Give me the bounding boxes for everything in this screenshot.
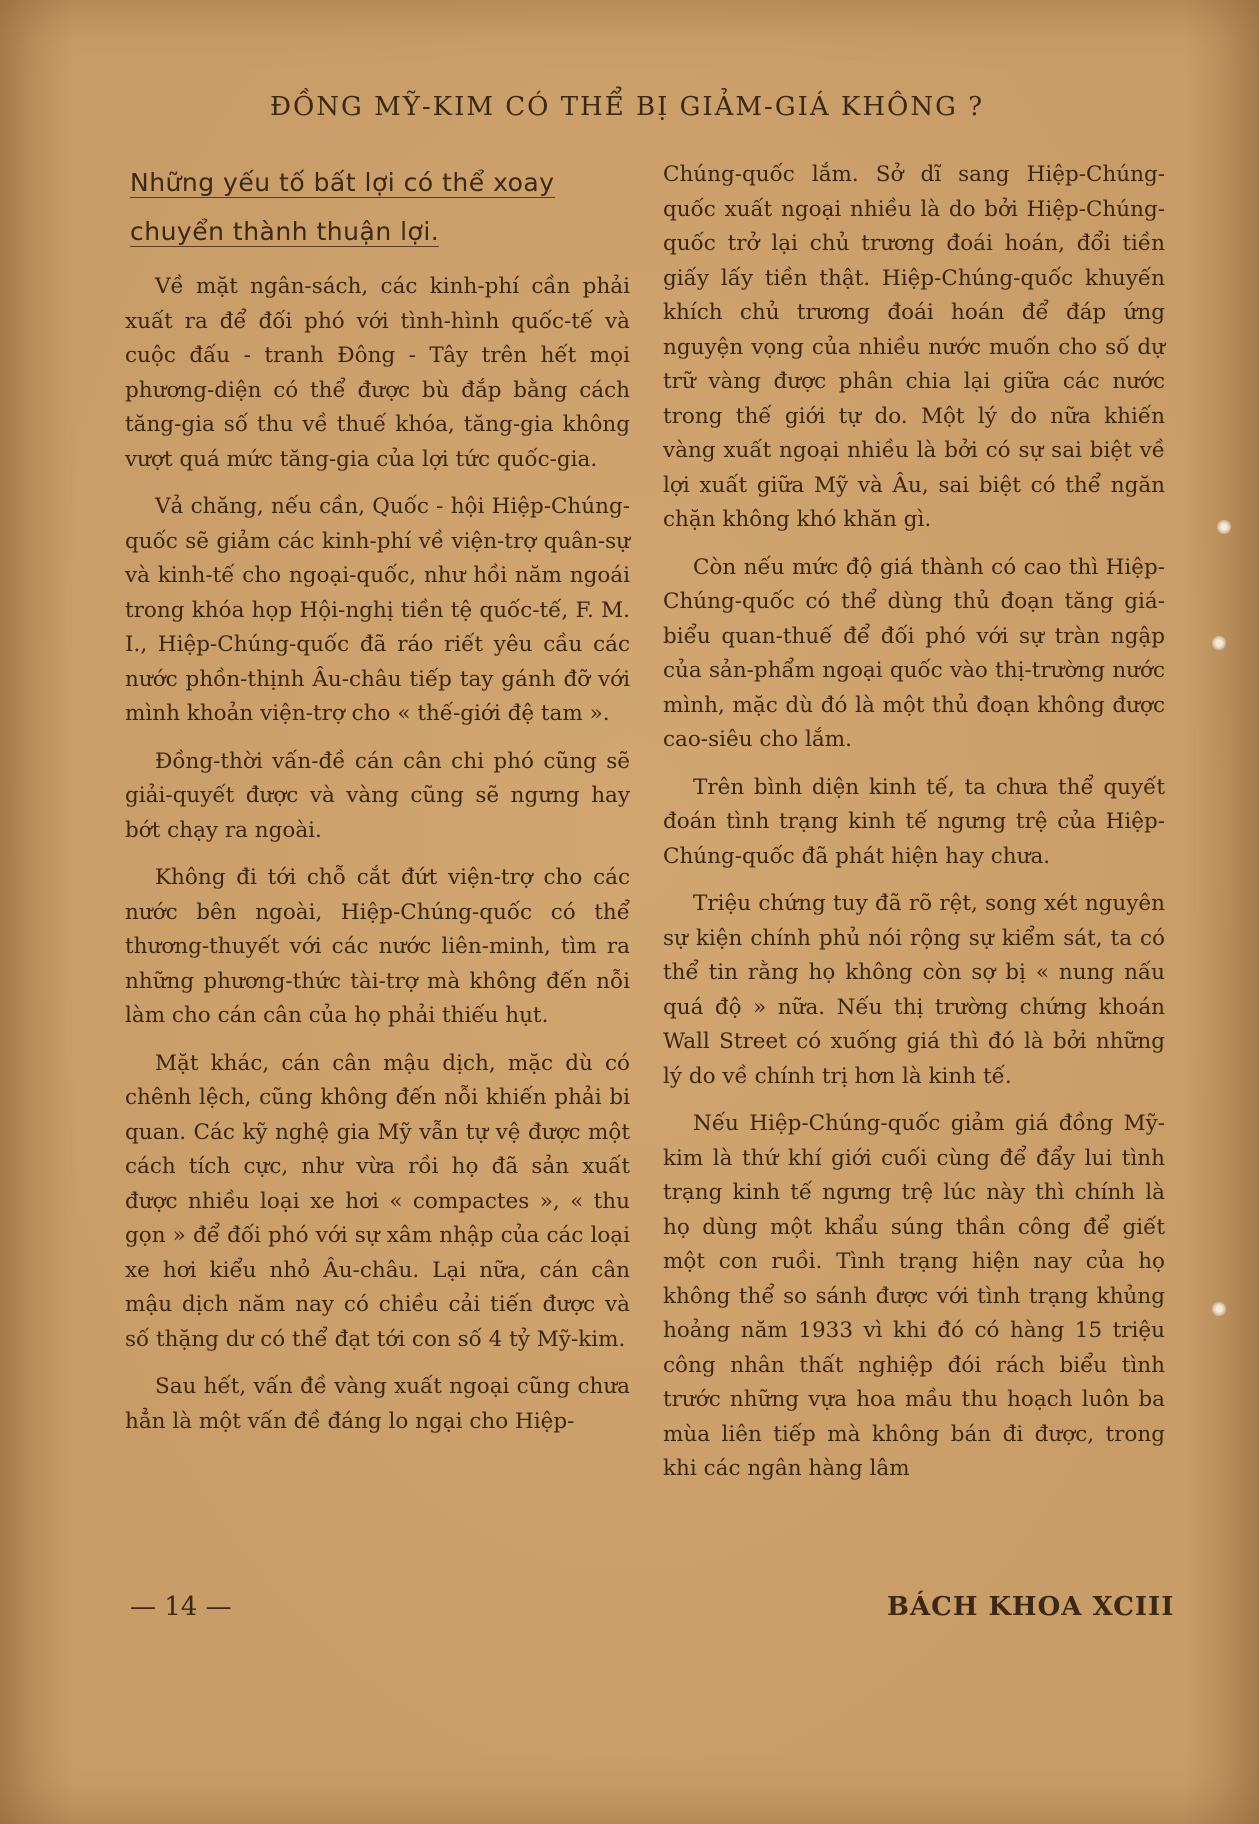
subheading-line-1: Những yếu tố bất lợi có thể xoay: [130, 168, 555, 197]
paragraph-continued: Chúng-quốc lắm. Sở dĩ sang Hiệp-Chúng-quốc xuất ngoại nhiều là do bởi Hiệp-Chúng-quốc trở lại chủ trương đoái hoán, đổi tiền giấy lấy tiền thật. Hiệp-Chúng-quốc khuyến khích chủ trương đoái hoán để đáp ứng nguyện vọng của nhiều nước muốn cho số dự trữ vàng được phân chia lại giữa các nước trong thế giới tự do. Một lý do nữa khiến vàng xuất ngoại nhiều là bởi có sự sai biệt về lợi xuất giữa Mỹ và Âu, sai biệt có thể ngăn chặn không khó khăn gì.: [663, 162, 1165, 532]
paragraph: Trên bình diện kinh tế, ta chưa thể quyết đoán tình trạng kinh tế ngưng trệ của Hiệp-Chúng-quốc đã phát hiện hay chưa.: [663, 774, 1165, 869]
paragraph: Về mặt ngân-sách, các kinh-phí cần phải xuất ra để đối phó với tình-hình quốc-tế và cuộc đấu - tranh Đông - Tây trên hết mọi phương-diện có thể được bù đắp bằng cách tăng-gia số thu về thuế khóa, tăng-gia không vượt quá mức tăng-gia của lợi tức quốc-gia.: [125, 274, 630, 472]
left-column: [125, 158, 630, 1452]
right-column: [663, 158, 1165, 1500]
binding-hole: [1217, 520, 1231, 534]
paragraph: Còn nếu mức độ giá thành có cao thì Hiệp-Chúng-quốc có thể dùng thủ đoạn tăng giá-biểu quan-thuế để đối phó với sự tràn ngập của sản-phẩm ngoại quốc vào thị-trường nước mình, mặc dù đó là một thủ đoạn không được cao-siêu cho lắm.: [663, 554, 1165, 752]
paragraph: Sau hết, vấn đề vàng xuất ngoại cũng chưa hẳn là một vấn đề đáng lo ngại cho Hiệp-: [125, 1374, 630, 1434]
paragraph: Mặt khác, cán cân mậu dịch, mặc dù có chênh lệch, cũng không đến nỗi khiến phải bi quan. Các kỹ nghệ gia Mỹ vẫn tự vệ được một cách tích cực, như vừa rồi họ đã sản xuất được nhiều loại xe hơi « compactes », « thu gọn » để đối phó với sự xâm nhập của các loại xe hơi kiểu nhỏ Âu-châu. Lại nữa, cán cân mậu dịch năm nay có chiều cải tiến được và số thặng dư có thể đạt tới con số 4 tỷ Mỹ-kim.: [125, 1050, 630, 1352]
paragraph: Vả chăng, nếu cần, Quốc - hội Hiệp-Chúng-quốc sẽ giảm các kinh-phí về viện-trợ quân-sự và kinh-tế cho ngoại-quốc, như hồi năm ngoái trong khóa họp Hội-nghị tiền tệ quốc-tế, F. M. I., Hiệp-Chúng-quốc đã ráo riết yêu cầu các nước phồn-thịnh Âu-châu tiếp tay gánh đỡ với mình khoản viện-trợ cho « thế-giới đệ tam ».: [125, 494, 630, 726]
section-subheading: [130, 158, 630, 256]
page-number: — 14 —: [130, 1592, 232, 1622]
paragraph: Nếu Hiệp-Chúng-quốc giảm giá đồng Mỹ-kim là thứ khí giới cuối cùng để đẩy lui tình trạng kinh tế ngưng trệ lúc này thì chính là họ dùng một khẩu súng thần công để giết một con ruồi. Tình trạng hiện nay của họ không thể so sánh được với tình trạng khủng hoảng năm 1933 vì khi đó có hàng 15 triệu công nhân thất nghiệp đói rách biểu tình trước những vựa hoa mầu thu hoạch luôn ba mùa liên tiếp mà không bán đi được, trong khi các ngân hàng lâm: [663, 1111, 1165, 1481]
paragraph: Triệu chứng tuy đã rõ rệt, song xét nguyên sự kiện chính phủ nói rộng sự kiểm sát, ta có thể tin rằng họ không còn sợ bị « nung nấu quá độ » nữa. Nếu thị trường chứng khoán Wall Street có xuống giá thì đó là bởi những lý do về chính trị hơn là kinh tế.: [663, 891, 1165, 1089]
running-head: ĐỒNG MỸ-KIM CÓ THỂ BỊ GIẢM-GIÁ KHÔNG ?: [270, 92, 985, 122]
binding-hole: [1212, 1302, 1226, 1316]
paragraph: Không đi tới chỗ cắt đứt viện-trợ cho các nước bên ngoài, Hiệp-Chúng-quốc có thể thương-thuyết với các nước liên-minh, tìm ra những phương-thức tài-trợ mà không đến nỗi làm cho cán cân của họ phải thiếu hụt.: [125, 865, 630, 1028]
binding-hole: [1212, 636, 1226, 650]
paragraph: Đồng-thời vấn-đề cán cân chi phó cũng sẽ giải-quyết được và vàng cũng sẽ ngưng hay bớt chạy ra ngoài.: [125, 748, 630, 843]
journal-name: BÁCH KHOA XCIII: [887, 1592, 1175, 1622]
subheading-line-2: chuyển thành thuận lợi.: [130, 217, 440, 246]
